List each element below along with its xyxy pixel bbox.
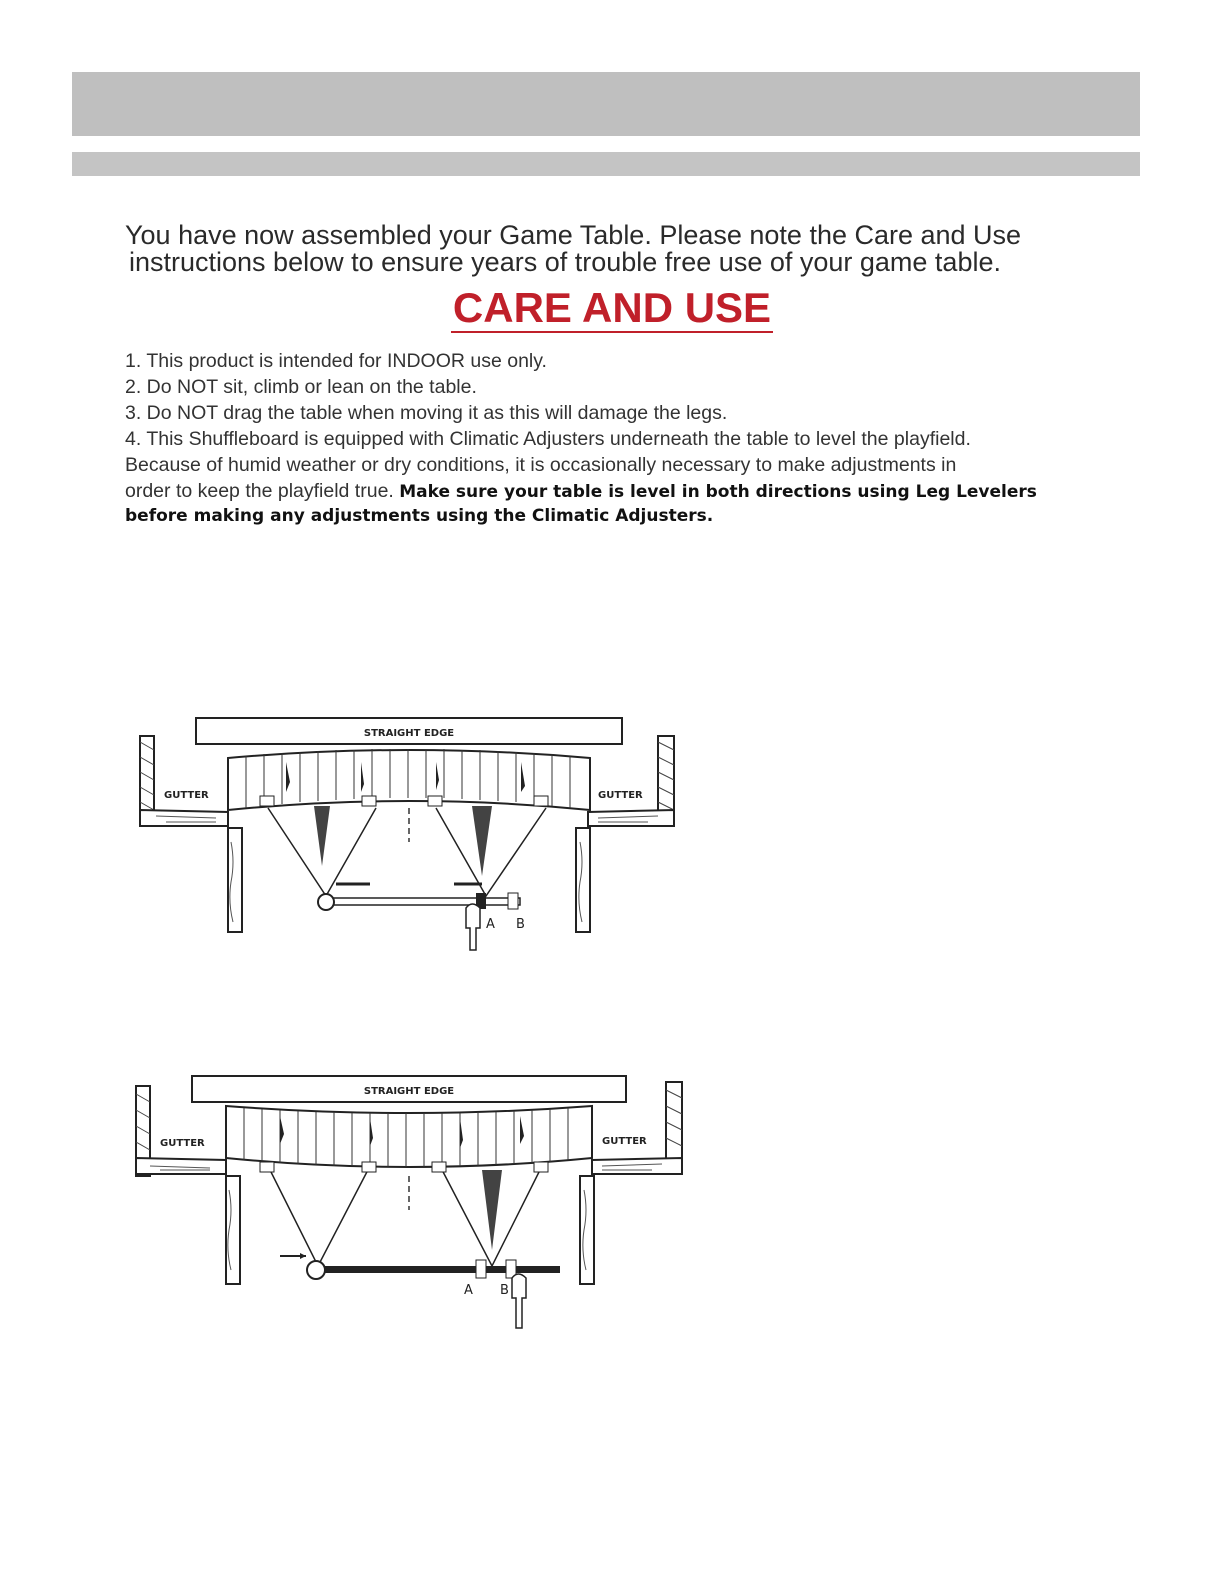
straight-edge-label-2: STRAIGHT EDGE: [363, 1086, 455, 1097]
intro-text: [125, 222, 1115, 276]
section-title: [0, 284, 1224, 332]
adjuster-label-b-2: B: [500, 1283, 509, 1298]
adjuster-label-b: B: [516, 917, 525, 932]
gutter-left-label-2: GUTTER: [160, 1138, 205, 1149]
instruction-item-4-text: order to keep the playfield true.: [125, 480, 400, 502]
care-and-use-heading: CARE AND USE: [452, 284, 772, 331]
adjuster-label-a-2: A: [464, 1283, 473, 1298]
header-band: [72, 72, 1140, 136]
sagging-playfield-diagram-icon: [130, 1070, 690, 1335]
straight-edge-label: STRAIGHT EDGE: [363, 728, 455, 739]
intro-line-1: You have now assembled your Game Table. Please note the Care and Use: [125, 220, 1022, 250]
diagram-sagging-playfield: [130, 1070, 690, 1335]
gutter-right-label-2: GUTTER: [602, 1136, 647, 1147]
instruction-item-4-bold-2: before making any adjustments using the Climatic Adjusters.: [125, 506, 714, 526]
instruction-item-2: 2. Do NOT sit, climb or lean on the table.: [125, 376, 477, 398]
crowned-playfield-diagram-icon: [136, 712, 686, 957]
instruction-item-1: 1. This product is intended for INDOOR use only.: [125, 350, 547, 372]
instruction-item-4-bold-1: Make sure your table is level in both directions using Leg Levelers: [399, 482, 1037, 502]
subheader-band: [72, 152, 1140, 176]
adjuster-label-a: A: [486, 917, 495, 932]
instruction-item-4-line-1: 4. This Shuffleboard is equipped with Climatic Adjusters underneath the table to level the playfield.: [125, 428, 971, 450]
instruction-list: [125, 348, 1085, 527]
diagram-crowned-playfield: [136, 712, 686, 957]
instruction-item-4-line-3: [125, 478, 1085, 505]
instruction-item-4-line-2: Because of humid weather or dry conditions, it is occasionally necessary to make adjustments in: [125, 454, 957, 476]
intro-line-2: instructions below to ensure years of trouble free use of your game table.: [129, 247, 1001, 277]
gutter-left-label: GUTTER: [164, 790, 209, 801]
instruction-item-3: 3. Do NOT drag the table when moving it as this will damage the legs.: [125, 402, 728, 424]
gutter-right-label: GUTTER: [598, 790, 643, 801]
